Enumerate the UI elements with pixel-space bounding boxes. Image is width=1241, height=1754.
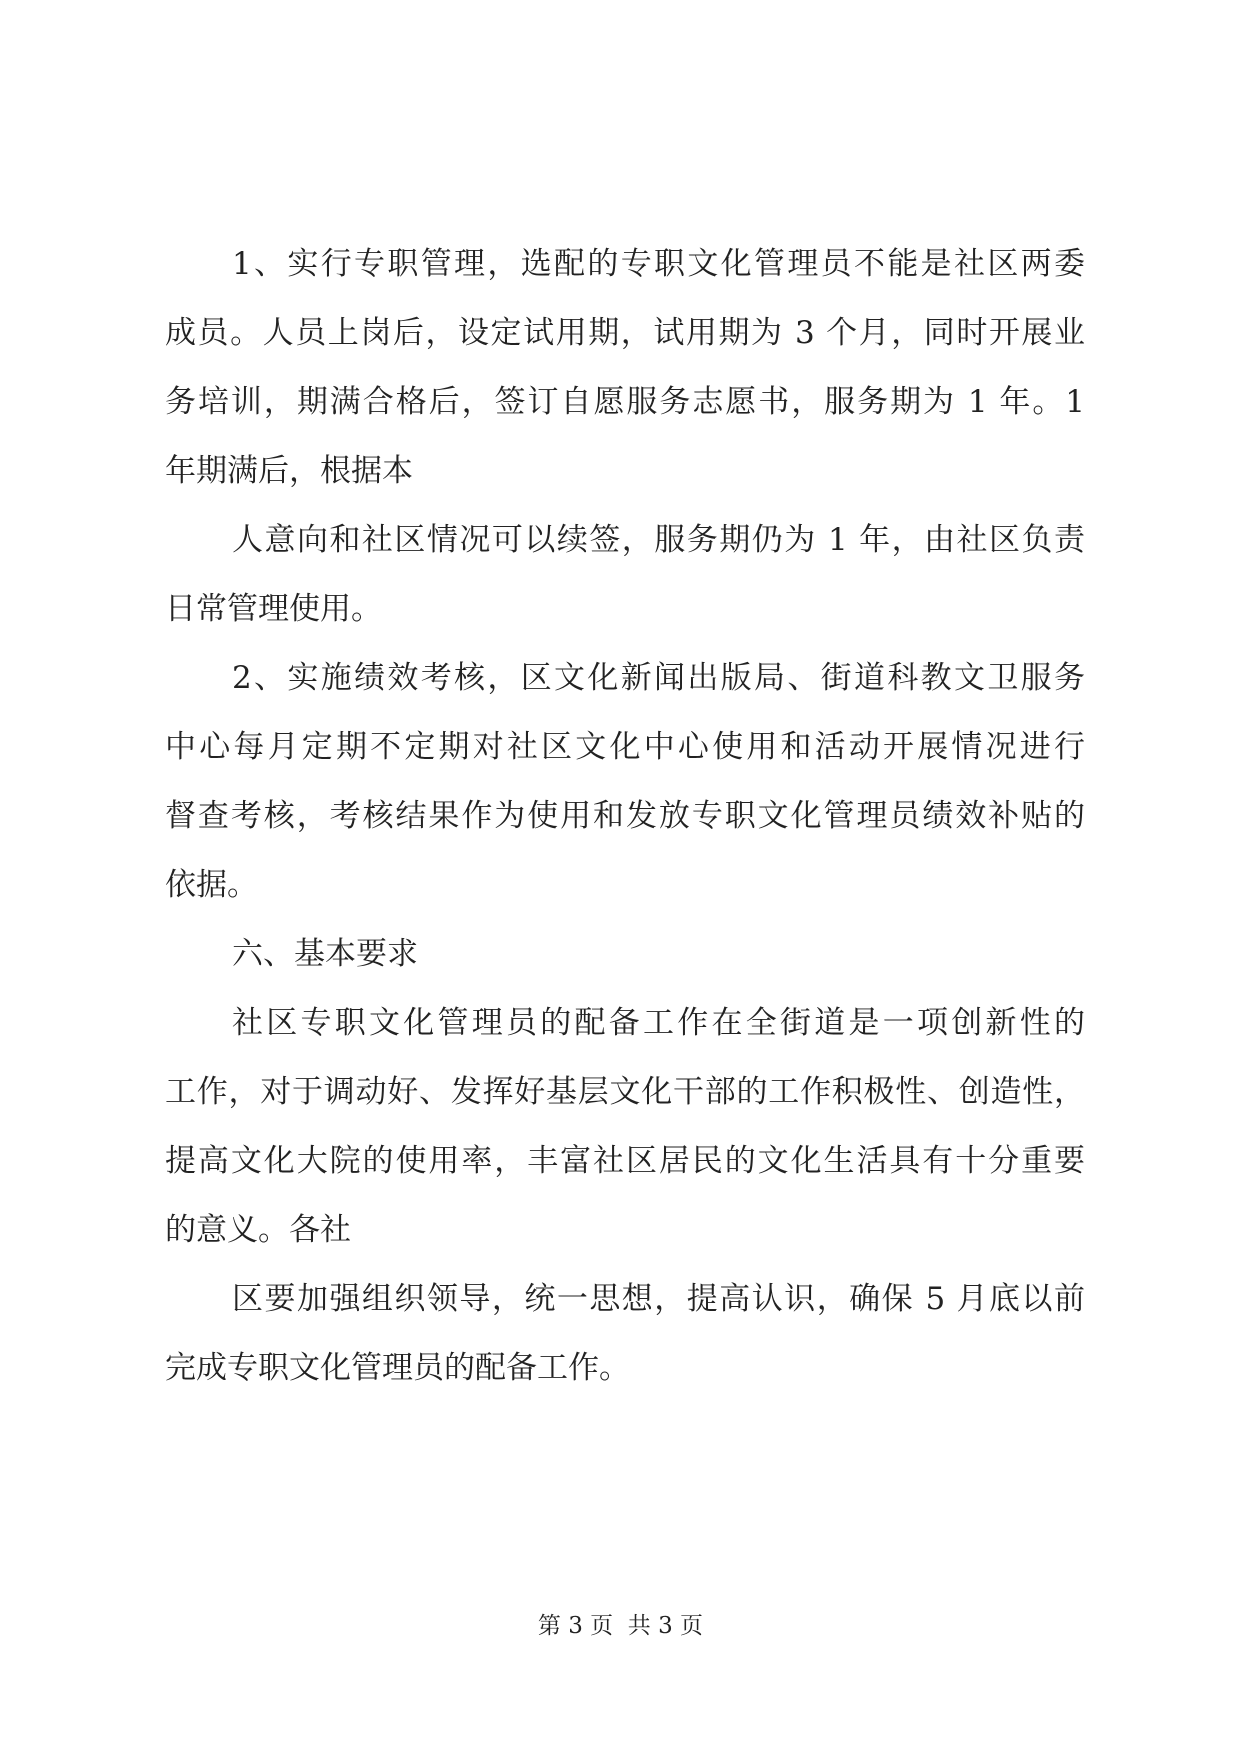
paragraph-2-line-1: 人意向和社区情况可以续签，服务期仍为 1 年，由社区负责 bbox=[232, 522, 1085, 558]
paragraph-5-line-1: 区要加强组织领导，统一思想，提高认识，确保 5 月底以前 bbox=[232, 1281, 1085, 1317]
paragraph-1-line-1: 1、实行专职管理，选配的专职文化管理员不能是社区两委 bbox=[232, 246, 1085, 282]
section-heading: 六、基本要求 bbox=[232, 936, 418, 972]
paragraph-1-line-2: 成员。人员上岗后，设定试用期，试用期为 3 个月，同时开展业 bbox=[165, 315, 1085, 351]
paragraph-3-line-4: 依据。 bbox=[165, 867, 258, 903]
paragraph-3-line-2: 中心每月定期不定期对社区文化中心使用和活动开展情况进行 bbox=[165, 729, 1085, 765]
paragraph-3-line-1: 2、实施绩效考核，区文化新闻出版局、街道科教文卫服务 bbox=[232, 660, 1085, 696]
paragraph-2-line-2: 日常管理使用。 bbox=[165, 591, 382, 627]
paragraph-1-line-3: 务培训，期满合格后，签订自愿服务志愿书，服务期为 1 年。1 bbox=[165, 384, 1085, 420]
paragraph-4-line-4: 的意义。各社 bbox=[165, 1212, 351, 1248]
paragraph-3-line-3: 督查考核，考核结果作为使用和发放专职文化管理员绩效补贴的 bbox=[165, 798, 1085, 834]
document-body bbox=[165, 230, 1085, 1403]
paragraph-4-line-2: 工作，对于调动好、发挥好基层文化干部的工作积极性、创造性， bbox=[165, 1074, 1085, 1110]
paragraph-1-line-4: 年期满后，根据本 bbox=[165, 453, 413, 489]
paragraph-4-line-1: 社区专职文化管理员的配备工作在全街道是一项创新性的 bbox=[232, 1005, 1085, 1041]
paragraph-5-line-2: 完成专职文化管理员的配备工作。 bbox=[165, 1350, 630, 1386]
page-number-footer: 第 3 页 共 3 页 bbox=[537, 1613, 704, 1639]
paragraph-4-line-3: 提高文化大院的使用率，丰富社区居民的文化生活具有十分重要 bbox=[165, 1143, 1085, 1179]
